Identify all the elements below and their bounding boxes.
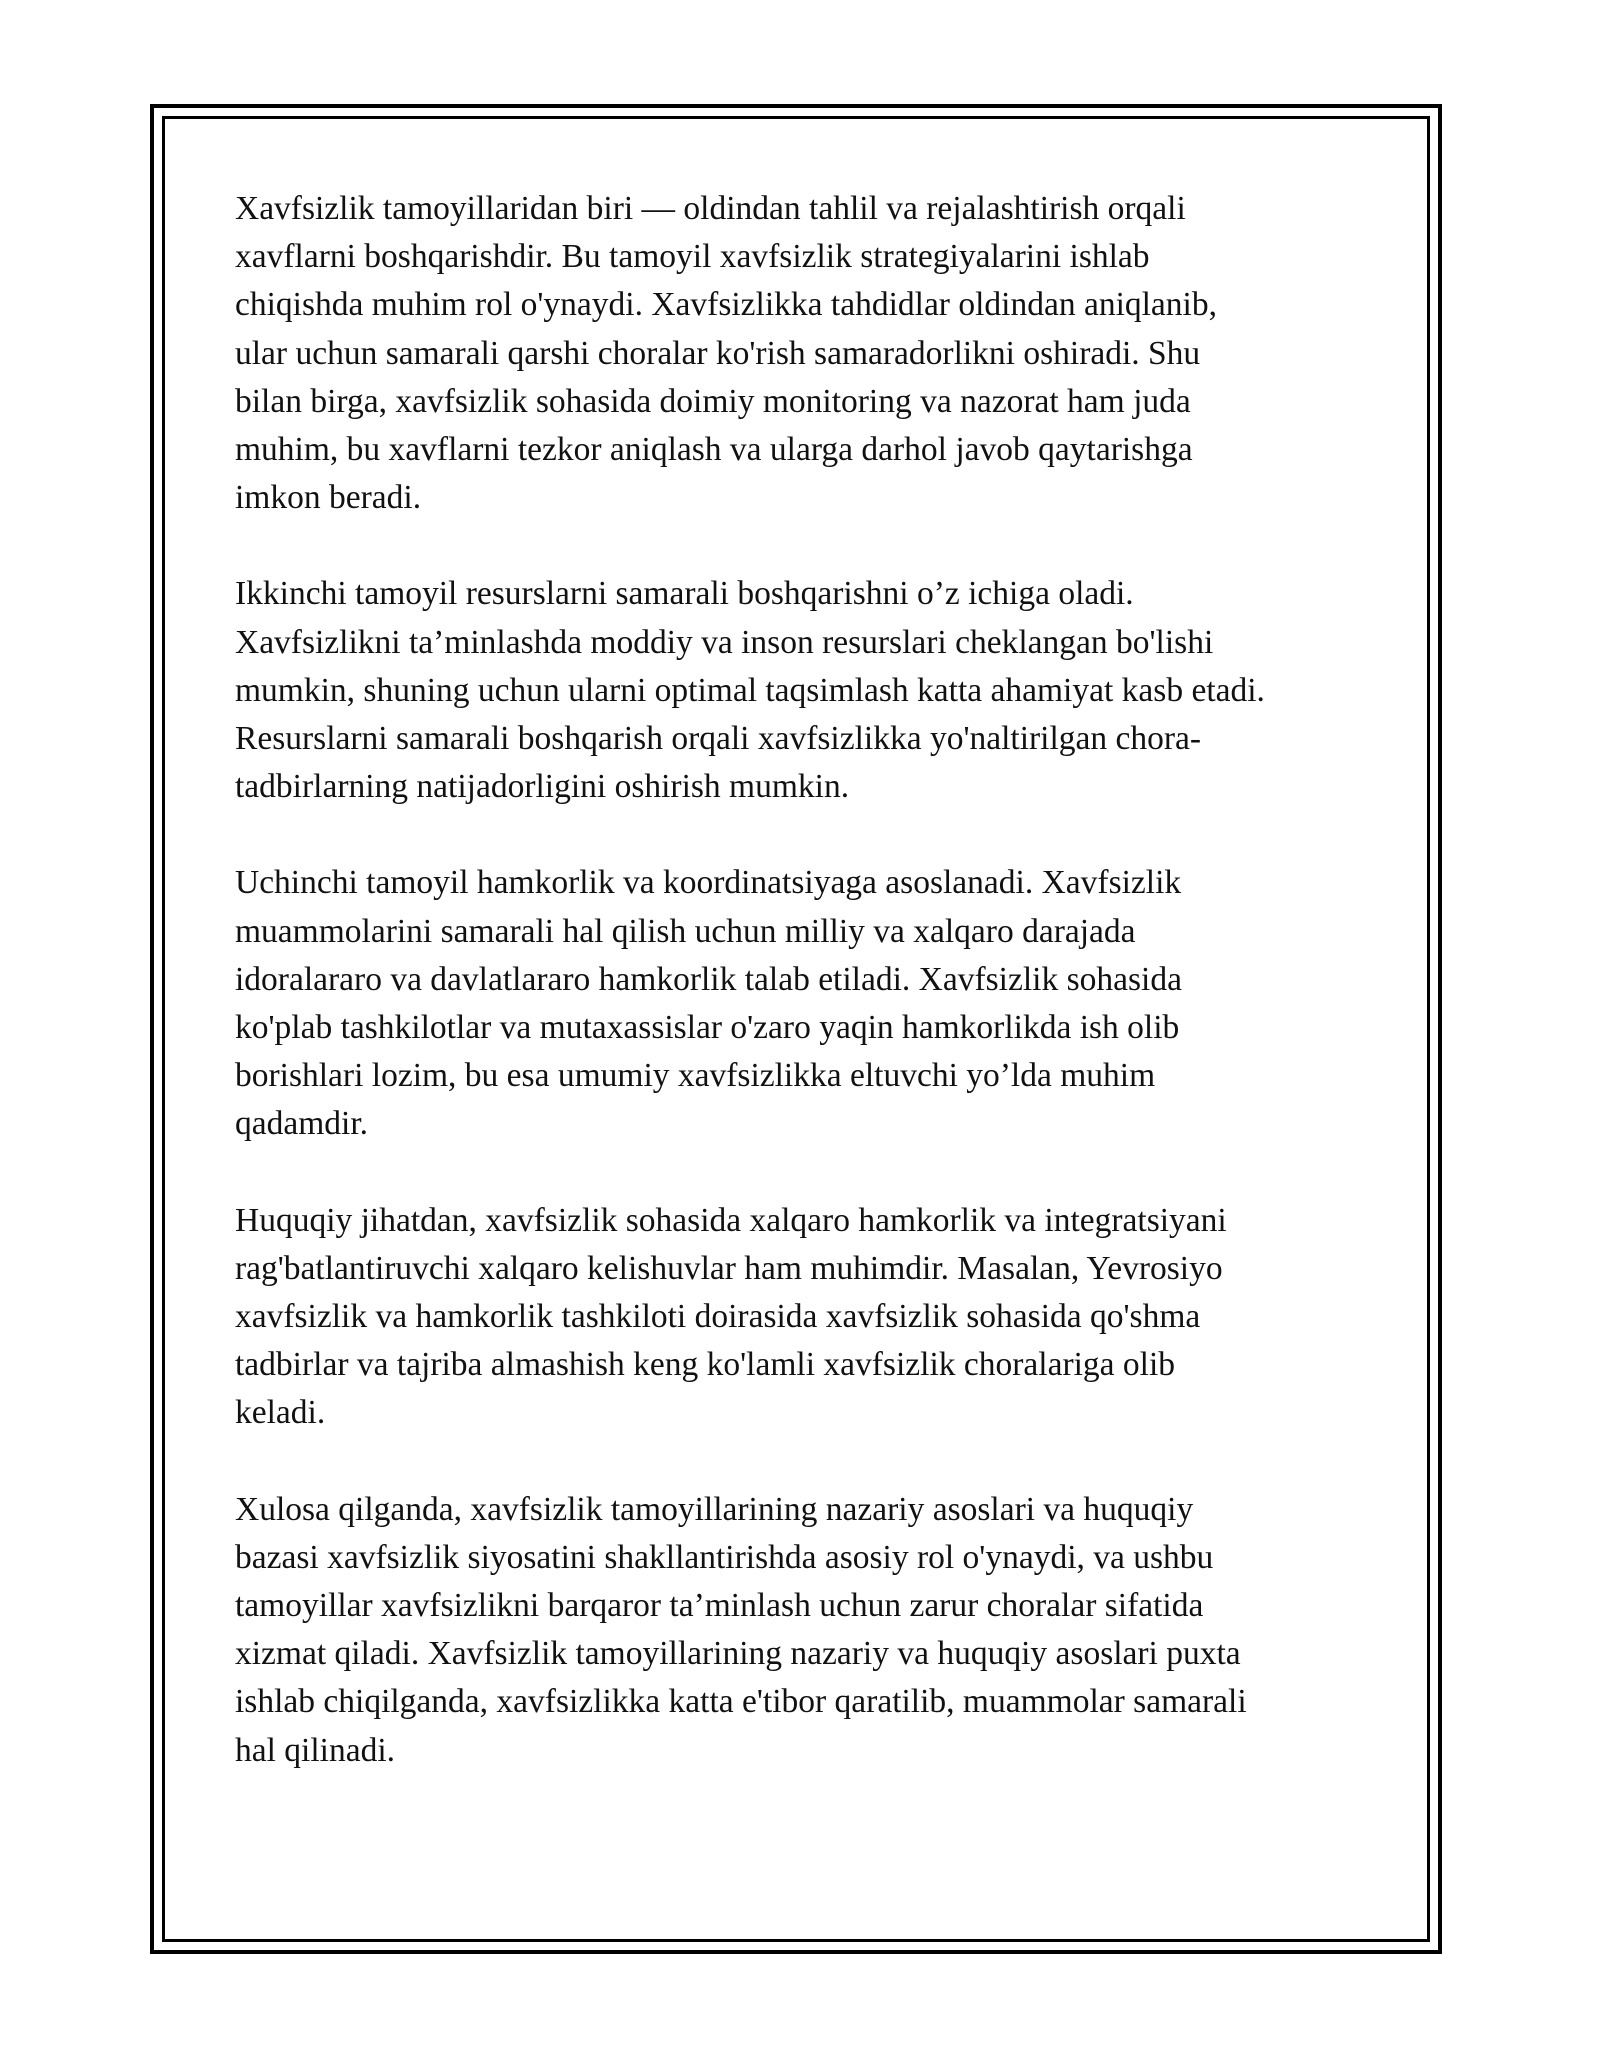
paragraph-conclusion: Xulosa qilganda, xavfsizlik tamoyillarining nazariy asoslari va huquqiy bazasi xavfsizlik siyosatini shakllantirishda asosiy rol o'ynaydi, va ushbu tamoyillar xavfsizlikni barqaror ta’minlash uchun zarur choralar sifatida xizmat qiladi. Xavfsizlik tamoyillarining nazariy va huquqiy asoslari puxta ishlab chiqilganda, xavfsizlikka katta e'tibor qaratilib, muammolar samarali hal qilinadi. <box>235 1490 1247 1769</box>
paragraph-cooperation: Uchinchi tamoyil hamkorlik va koordinatsiyaga asoslanadi. Xavfsizlik muammolarini samarali hal qilish uchun milliy va xalqaro darajada idoralararo va davlatlararo hamkorlik talab etiladi. Xavfsizlik sohasida ko'plab tashkilotlar va mutaxassislar o'zaro yaqin hamkorlikda ish olib borishlari lozim, bu esa umumiy xavfsizlikka eltuvchi yo’lda muhim qadamdir. <box>235 864 1182 1143</box>
paragraph-legal-aspects: Huquqiy jihatdan, xavfsizlik sohasida xalqaro hamkorlik va integratsiyani rag'batlantiruvchi xalqaro kelishuvlar ham muhimdir. Masalan, Yevrosiyo xavfsizlik va hamkorlik tashkiloti doirasida xavfsizlik sohasida qo'shma tadbirlar va tajriba almashish keng ko'lamli xavfsizlik choralariga olib keladi. <box>235 1201 1227 1432</box>
document-body <box>235 185 1365 1823</box>
paragraph-risk-management: Xavfsizlik tamoyillaridan biri — oldindan tahlil va rejalashtirish orqali xavflarni boshqarishdir. Bu tamoyil xavfsizlik strategiyalarini ishlab chiqishda muhim rol o'ynaydi. Xavfsizlikka tahdidlar oldindan aniqlanib, ular uchun samarali qarshi choralar ko'rish samaradorlikni oshiradi. Shu bilan birga, xavfsizlik sohasida doimiy monitoring va nazorat ham juda muhim, bu xavflarni tezkor aniqlash va ularga darhol javob qaytarishga imkon beradi. <box>235 190 1217 517</box>
paragraph-resource-management: Ikkinchi tamoyil resurslarni samarali boshqarishni o’z ichiga oladi. Xavfsizlikni ta’minlashda moddiy va inson resurslari cheklangan bo'lishi mumkin, shuning uchun ularni optimal taqsimlash katta ahamiyat kasb etadi. Resurslarni samarali boshqarish orqali xavfsizlikka yo'naltirilgan chora- tadbirlarning natijadorligini oshirish mumkin. <box>235 575 1265 806</box>
